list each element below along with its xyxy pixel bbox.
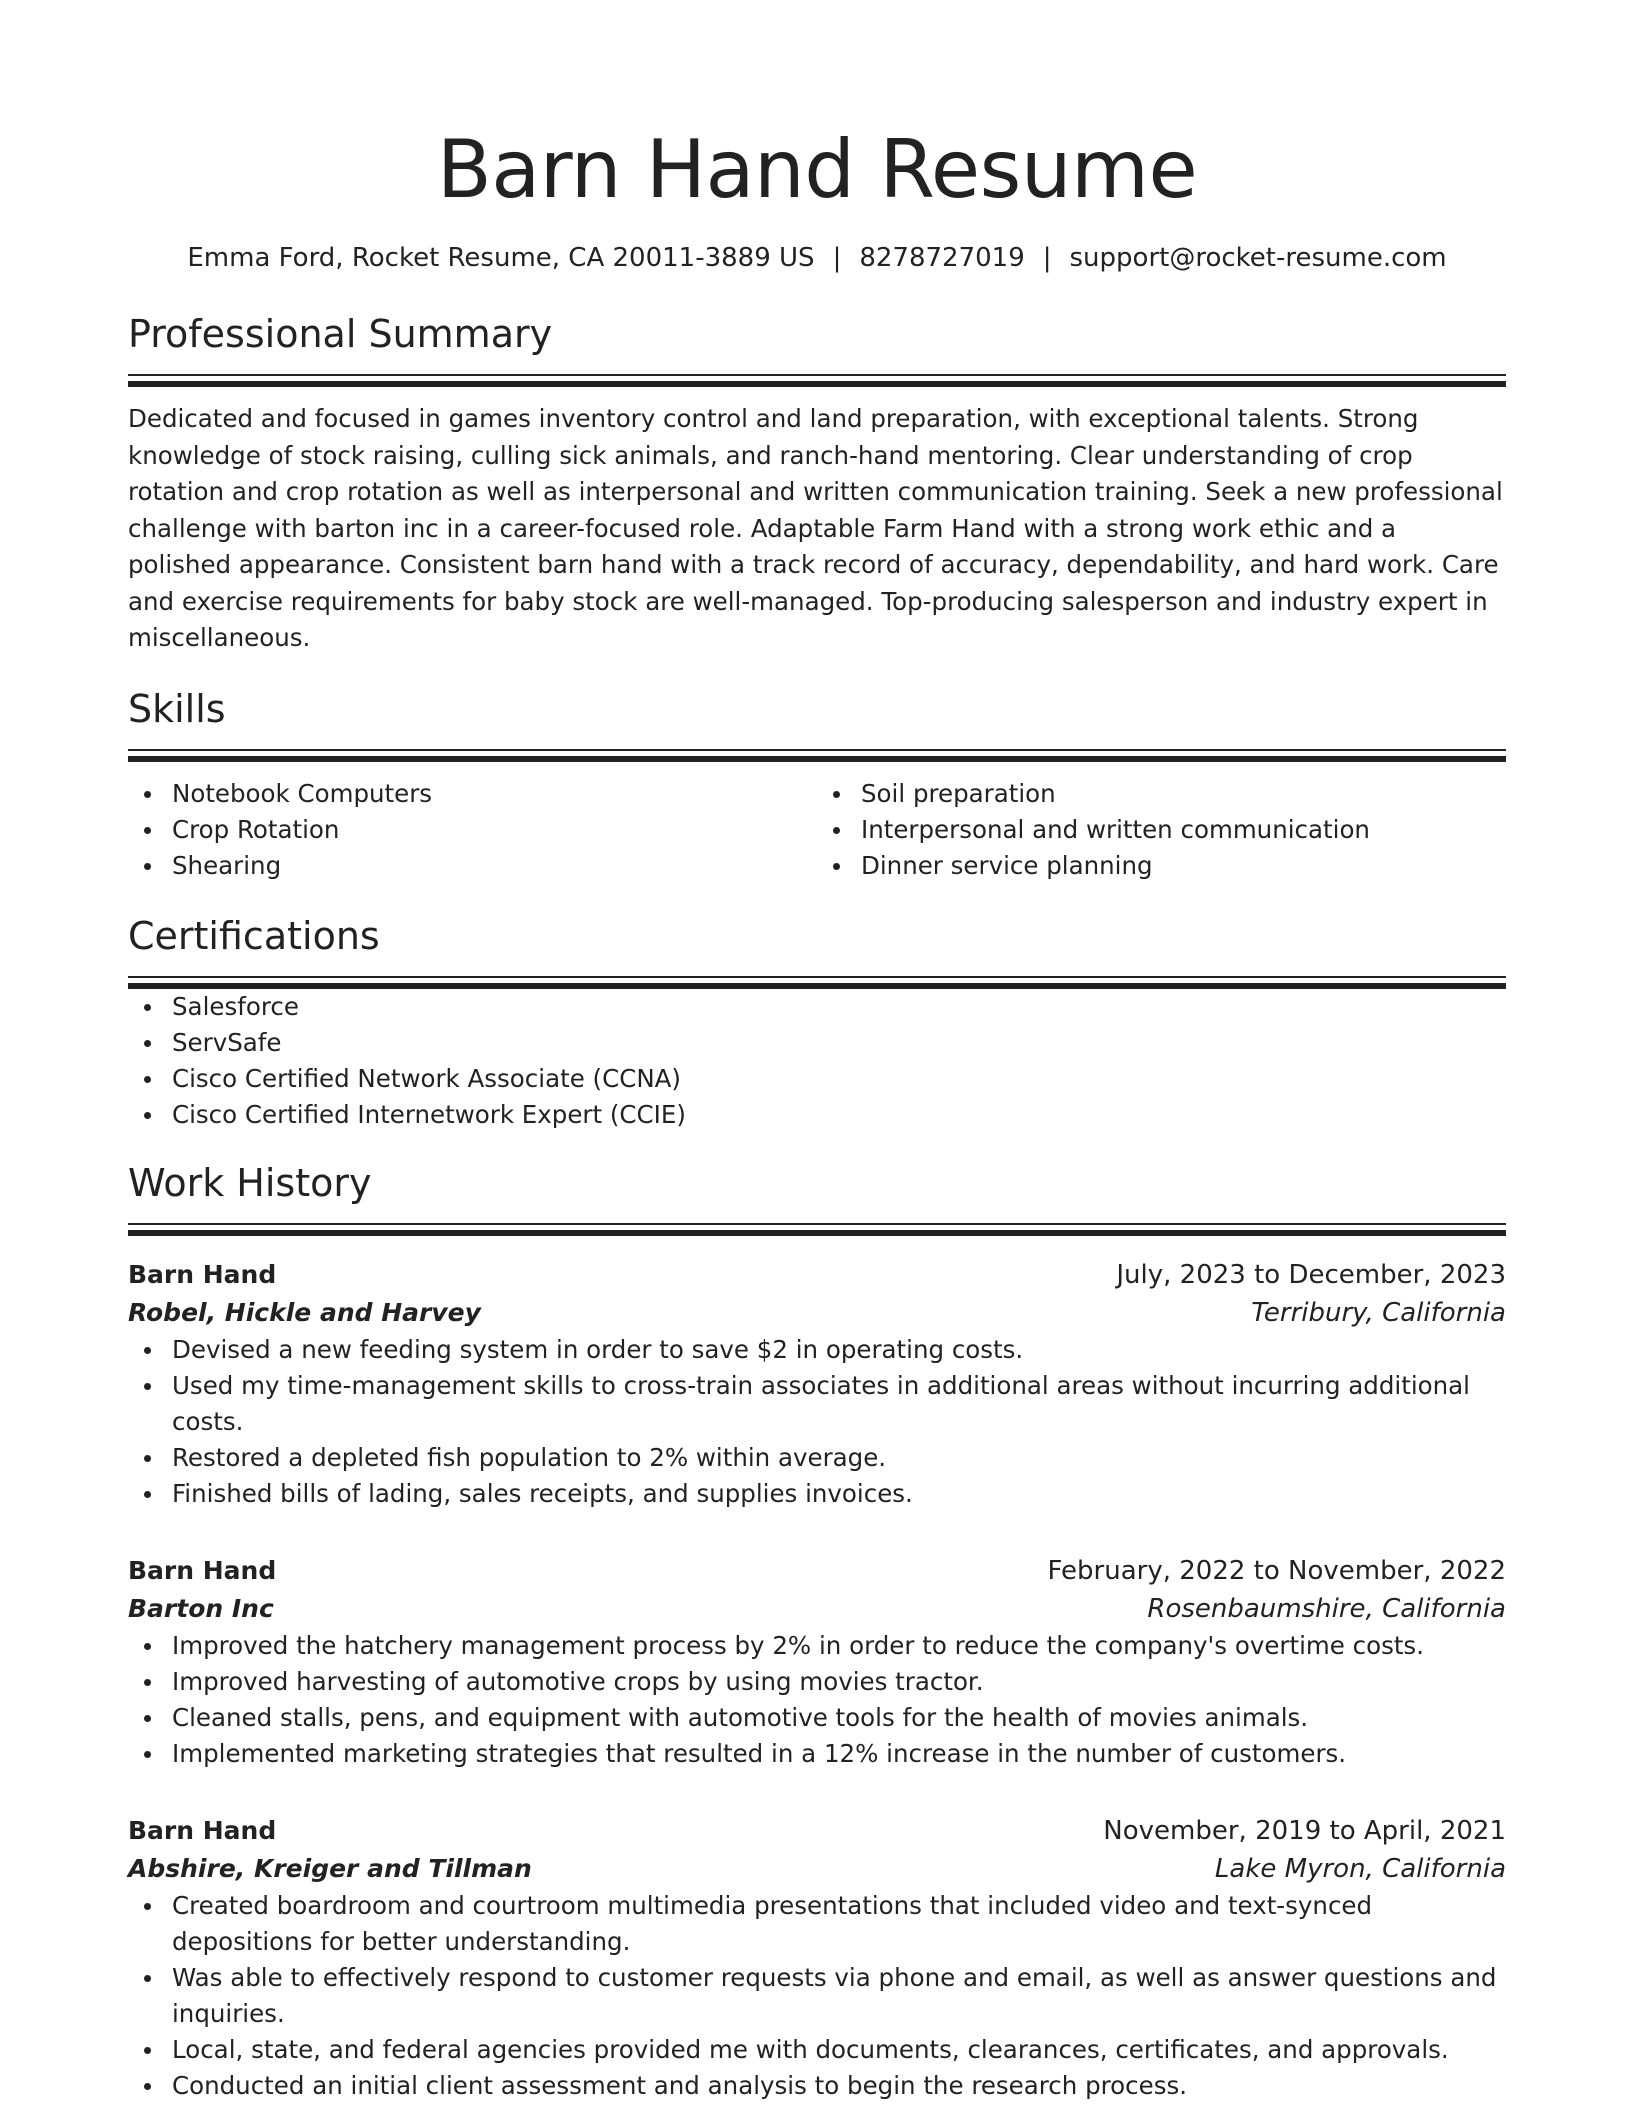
certifications-list [128, 989, 1506, 1133]
resume-page [128, 120, 1506, 2104]
work-history-section [128, 1159, 1506, 2104]
certifications-section [128, 912, 1506, 1133]
certification-item: Salesforce [128, 989, 1506, 1025]
contact-address: Emma Ford, Rocket Resume, CA 20011-3889 US [187, 243, 815, 273]
job-title: Barn Hand [128, 1815, 277, 1845]
job-bullet: Cleaned stalls, pens, and equipment with automotive tools for the health of movies animals. [128, 1700, 1506, 1736]
job-company: Robel, Hickle and Harvey [128, 1297, 481, 1327]
job-company-row [128, 1294, 1506, 1332]
section-divider [128, 374, 1506, 387]
certification-item: ServSafe [128, 1025, 1506, 1061]
job-location: Terribury, California [1251, 1297, 1506, 1328]
job-title: Barn Hand [128, 1259, 277, 1289]
job-title: Barn Hand [128, 1555, 277, 1585]
contact-email: support@rocket-resume.com [1069, 243, 1447, 273]
job-company: Barton Inc [128, 1593, 274, 1623]
contact-separator: | [1042, 243, 1052, 273]
skill-item: Soil preparation [817, 776, 1506, 812]
summary-text: Dedicated and focused in games inventory control and land preparation, with exceptional talents. Strong knowledge of stock raising, culling sick animals, and ranch-hand mentoring. Clear understanding of crop rotation and crop rotation as well as interpersonal and written communication training. Seek a new professional challenge with barton inc in a career-focused role. Adaptable Farm Hand with a strong work ethic and a polished appearance. Consistent barn hand with a track record of accuracy, dependability, and hard work. Care and exercise requirements for baby stock are well-managed. Top-producing salesperson and industry expert in miscellaneous. [128, 404, 1503, 652]
section-heading: Work History [128, 1160, 372, 1205]
job-location: Rosenbaumshire, California [1147, 1593, 1506, 1624]
job-bullet-list [128, 1888, 1506, 2104]
job-header-row [128, 1256, 1506, 1294]
job-company: Abshire, Kreiger and Tillman [128, 1853, 532, 1883]
certification-item: Cisco Certified Network Associate (CCNA) [128, 1061, 1506, 1097]
section-heading: Skills [128, 686, 226, 731]
skill-item: Crop Rotation [128, 812, 817, 848]
job-bullet: Conducted an initial client assessment and analysis to begin the research process. [128, 2068, 1506, 2104]
skills-grid [128, 776, 1506, 884]
section-divider [128, 749, 1506, 762]
job-bullet: Used my time-management skills to cross-train associates in additional areas without incurring additional costs. [128, 1368, 1506, 1440]
job-dates: February, 2022 to November, 2022 [1047, 1555, 1506, 1586]
job-bullet-list [128, 1628, 1506, 1772]
contact-line [128, 240, 1506, 276]
job-entry [128, 1812, 1506, 2104]
job-bullet: Implemented marketing strategies that resulted in a 12% increase in the number of customers. [128, 1736, 1506, 1772]
job-bullet: Local, state, and federal agencies provided me with documents, clearances, certificates, and approvals. [128, 2032, 1506, 2068]
job-bullet-list [128, 1332, 1506, 1512]
section-divider [128, 1223, 1506, 1236]
contact-phone: 8278727019 [859, 243, 1025, 273]
job-bullet: Improved the hatchery management process by 2% in order to reduce the company's overtime costs. [128, 1628, 1506, 1664]
job-header-row [128, 1552, 1506, 1590]
page-title: Barn Hand Resume [436, 123, 1198, 216]
skills-column-right [817, 776, 1506, 884]
skill-item: Dinner service planning [817, 848, 1506, 884]
job-entry [128, 1552, 1506, 1772]
skill-item: Interpersonal and written communication [817, 812, 1506, 848]
section-divider [128, 976, 1506, 989]
job-bullet: Improved harvesting of automotive crops by using movies tractor. [128, 1664, 1506, 1700]
skills-list [128, 776, 817, 884]
job-header-row [128, 1812, 1506, 1850]
job-entry [128, 1256, 1506, 1512]
section-heading: Certifications [128, 913, 380, 958]
job-company-row [128, 1590, 1506, 1628]
skills-list [817, 776, 1506, 884]
job-dates: July, 2023 to December, 2023 [1116, 1259, 1506, 1290]
contact-separator: | [832, 243, 842, 273]
job-location: Lake Myron, California [1214, 1853, 1506, 1884]
job-bullet: Created boardroom and courtroom multimedia presentations that included video and text-synced depositions for better understanding. [128, 1888, 1506, 1960]
job-bullet: Devised a new feeding system in order to save $2 in operating costs. [128, 1332, 1506, 1368]
certification-item: Cisco Certified Internetwork Expert (CCIE) [128, 1097, 1506, 1133]
job-company-row [128, 1850, 1506, 1888]
skills-column-left [128, 776, 817, 884]
skills-section [128, 685, 1506, 884]
skill-item: Shearing [128, 848, 817, 884]
job-bullet: Finished bills of lading, sales receipts, and supplies invoices. [128, 1476, 1506, 1512]
professional-summary-section [128, 310, 1506, 657]
job-bullet: Was able to effectively respond to customer requests via phone and email, as well as answer questions and inquiries. [128, 1960, 1506, 2032]
job-bullet: Restored a depleted fish population to 2% within average. [128, 1440, 1506, 1476]
skill-item: Notebook Computers [128, 776, 817, 812]
section-heading: Professional Summary [128, 312, 553, 356]
job-dates: November, 2019 to April, 2021 [1103, 1815, 1506, 1846]
